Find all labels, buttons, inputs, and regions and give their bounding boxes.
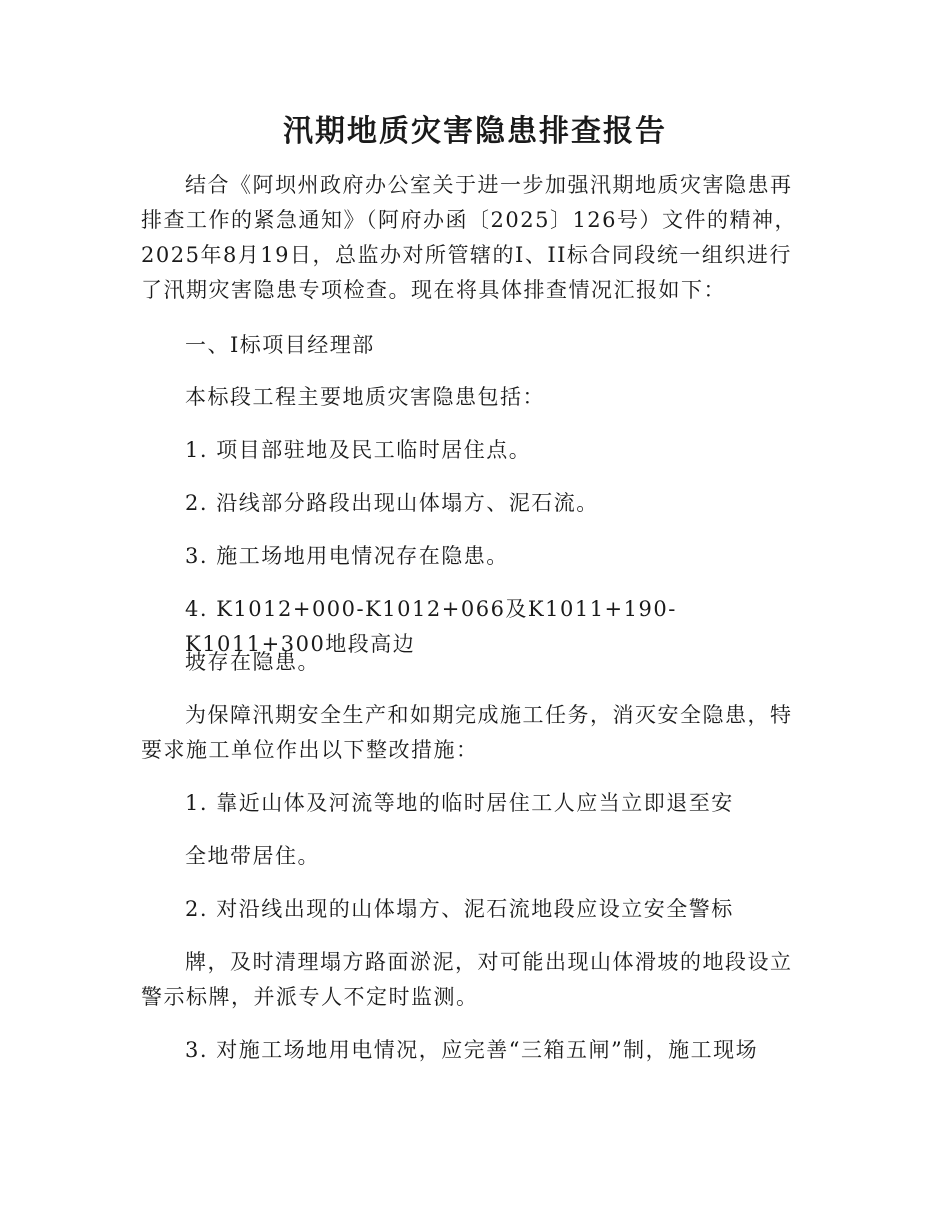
document-title: 汛期地质灾害隐患排查报告	[283, 114, 667, 149]
measure-item-3: 3. 对施工场地用电情况，应完善“三箱五闸”制，施工现场	[185, 1038, 759, 1062]
section-heading-1: 一、I标项目经理部	[185, 333, 375, 357]
hazard-item-2: 2. 沿线部分路段出现山体塌方、泥石流。	[185, 491, 599, 515]
measures-intro: 为保障汛期安全生产和如期完成施工任务，消灭安全隐患，特要求施工单位作出以下整改措施：	[141, 703, 793, 762]
hazards-intro: 本标段工程主要地质灾害隐患包括：	[185, 385, 545, 409]
hazard-item-1: 1. 项目部驻地及民工临时居住点。	[185, 438, 532, 462]
measure-item-1-continued: 全地带居住。	[185, 844, 320, 868]
hazard-item-3: 3. 施工场地用电情况存在隐患。	[185, 544, 509, 568]
hazard-item-4: 4. K1012+000-K1012+066及K1011+190-K1011+300地段高边	[185, 597, 677, 656]
hazard-item-4-continued: 坡存在隐患。	[185, 650, 320, 674]
intro-paragraph: 结合《阿坝州政府办公室关于进一步加强汛期地质灾害隐患再排查工作的紧急通知》（阿府办函〔2025〕126号）文件的精神，2025年8月19日，总监办对所管辖的I、II标合同段统一组织进行了汛期灾害隐患专项检查。现在将具体排查情况汇报如下：	[141, 173, 798, 302]
measure-item-1: 1. 靠近山体及河流等地的临时居住工人应当立即退至安	[185, 791, 734, 815]
measure-item-2: 2. 对沿线出现的山体塌方、泥石流地段应设立安全警标	[185, 897, 734, 921]
measure-item-2-continued: 牌，及时清理塌方路面淤泥，对可能出现山体滑坡的地段设立警示标牌，并派专人不定时监测。	[141, 950, 793, 1009]
